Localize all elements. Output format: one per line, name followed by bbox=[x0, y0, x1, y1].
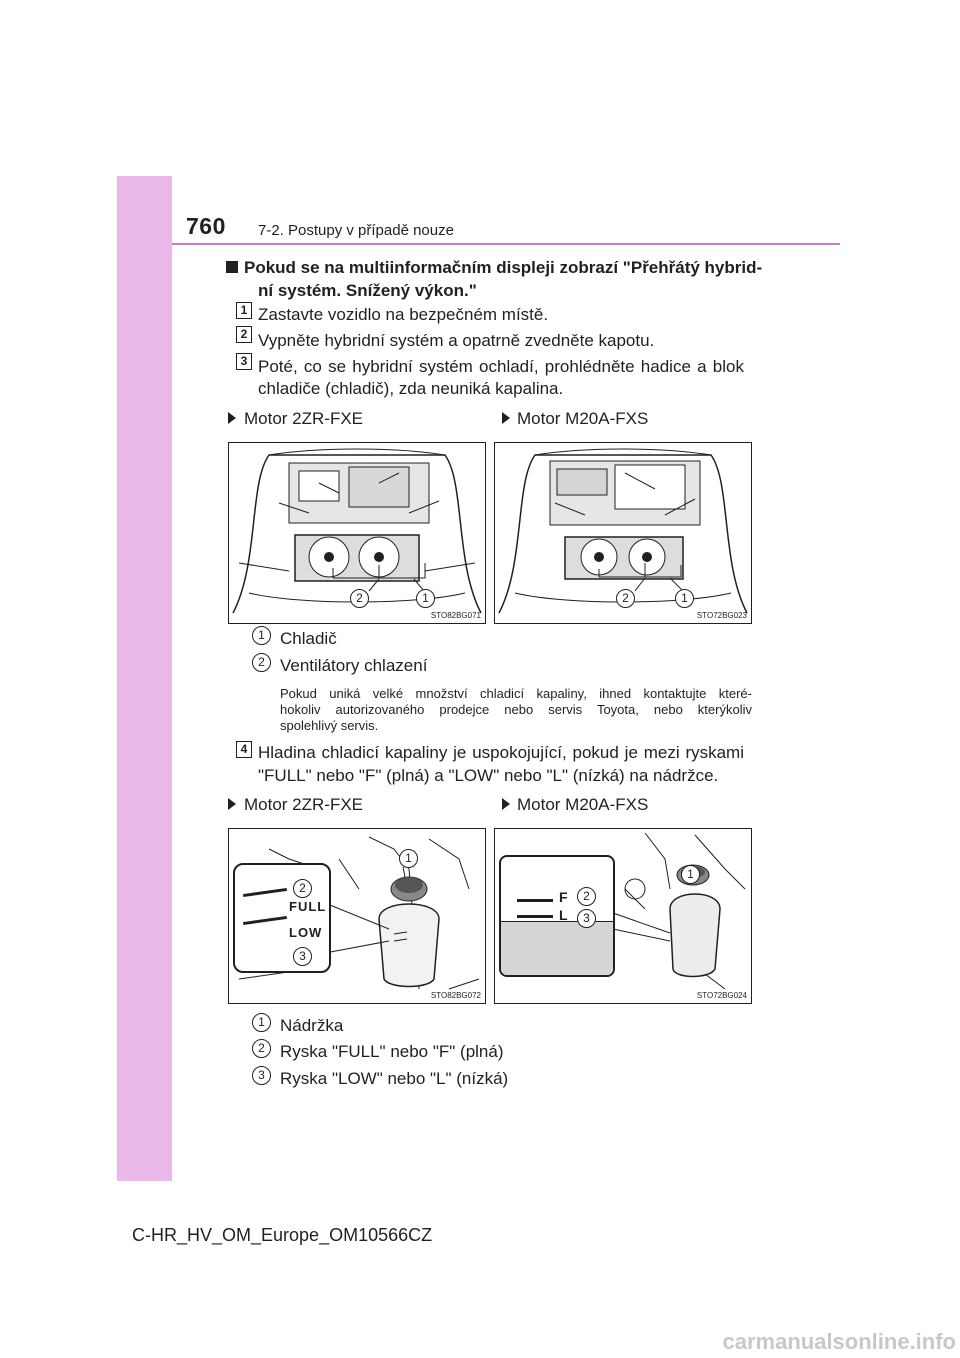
engine-bay-m20a-figure bbox=[494, 442, 752, 624]
step-2-text: Vypněte hybridní systém a opatrně zvedněte kapotu. bbox=[258, 331, 655, 350]
engine-bay-2zr-figure bbox=[228, 442, 486, 624]
legend-number-1: 1 bbox=[252, 626, 271, 645]
legend-number-2: 2 bbox=[252, 653, 271, 672]
section-title: 7-2. Postupy v případě nouze bbox=[258, 222, 454, 239]
legend-number-1: 1 bbox=[252, 1013, 271, 1032]
heading-bullet bbox=[226, 261, 238, 273]
step-3-line1: Poté, co se hybridní systém ochladí, prohlédněte hadice a blok bbox=[258, 357, 744, 376]
f-line bbox=[517, 899, 553, 902]
chapter-sidebar bbox=[117, 176, 172, 1181]
step-number-4: 4 bbox=[236, 741, 252, 758]
coolant-tank-m20a-figure bbox=[494, 828, 752, 1004]
l-line bbox=[517, 915, 553, 918]
low-line bbox=[243, 916, 287, 925]
callout-2: 2 bbox=[616, 589, 635, 608]
header-rule bbox=[172, 243, 840, 245]
legend-number-2: 2 bbox=[252, 1039, 271, 1058]
watermark-text: carmanualsonline.info bbox=[722, 1329, 956, 1354]
callout-1: 1 bbox=[399, 849, 418, 868]
tank-marks-inset bbox=[233, 863, 331, 973]
step-number-3: 3 bbox=[236, 353, 252, 370]
fig-bottom-right-label: Motor M20A-FXS bbox=[517, 795, 649, 814]
watermark-logo[interactable] bbox=[634, 1323, 960, 1358]
legend-chladic: Chladič bbox=[280, 629, 337, 648]
tank-marks-inset bbox=[499, 855, 615, 977]
coolant-tank-2zr-figure bbox=[228, 828, 486, 1004]
fig-top-left-label: Motor 2ZR-FXE bbox=[244, 409, 364, 428]
note-line3: spolehlivý servis. bbox=[280, 718, 379, 733]
callout-1: 1 bbox=[675, 589, 694, 608]
figure-label-marker bbox=[502, 798, 510, 810]
legend-low-mark: Ryska "LOW" nebo "L" (nízká) bbox=[280, 1069, 509, 1088]
note-line2: hokoliv autorizovaného prodejce nebo servis Toyota, nebo kterýkoliv bbox=[280, 702, 752, 717]
note-line1: Pokud uniká velké množství chladicí kapaliny, ihned kontaktujte které- bbox=[280, 686, 752, 701]
legend-ventilatory: Ventilátory chlazení bbox=[280, 656, 428, 675]
legend-nadrzka: Nádržka bbox=[280, 1016, 344, 1035]
figure-code: STO72BG024 bbox=[696, 991, 747, 1000]
callout-1: 1 bbox=[681, 865, 700, 884]
figure-code: STO82BG071 bbox=[430, 611, 481, 620]
page-number: 760 bbox=[186, 213, 226, 239]
figure-label-marker bbox=[502, 412, 510, 424]
figure-code: STO82BG072 bbox=[430, 991, 481, 1000]
step-number-2: 2 bbox=[236, 326, 252, 343]
low-mark: LOW bbox=[289, 925, 323, 940]
callout-1: 1 bbox=[416, 589, 435, 608]
document-id: C-HR_HV_OM_Europe_OM10566CZ bbox=[132, 1225, 433, 1245]
heading-line1: Pokud se na multiinformačním displeji zobrazí "Přehřátý hybrid- bbox=[244, 258, 763, 277]
step-4-line1: Hladina chladicí kapaliny je uspokojující, pokud je mezi ryskami bbox=[258, 743, 744, 762]
legend-number-3: 3 bbox=[252, 1066, 271, 1085]
l-mark: L bbox=[559, 907, 568, 923]
step-number-1: 1 bbox=[236, 302, 252, 319]
fig-top-right-label: Motor M20A-FXS bbox=[517, 409, 649, 428]
step-3-line2: chladiče (chladič), zda neuniká kapalina. bbox=[258, 379, 564, 398]
f-mark: F bbox=[559, 889, 568, 905]
full-mark: FULL bbox=[289, 899, 327, 914]
figure-label-marker bbox=[228, 798, 236, 810]
figure-label-marker bbox=[228, 412, 236, 424]
callout-2: 2 bbox=[577, 887, 596, 906]
callout-3: 3 bbox=[577, 909, 596, 928]
heading-line2: ní systém. Snížený výkon." bbox=[258, 281, 477, 300]
fig-bottom-left-label: Motor 2ZR-FXE bbox=[244, 795, 364, 814]
callout-2: 2 bbox=[350, 589, 369, 608]
tank-body bbox=[501, 921, 613, 976]
warning-note bbox=[280, 686, 752, 734]
legend-full-mark: Ryska "FULL" nebo "F" (plná) bbox=[280, 1042, 504, 1061]
step-4-line2: "FULL" nebo "F" (plná) a "LOW" nebo "L" (nízká) na nádržce. bbox=[258, 766, 719, 785]
step-1-text: Zastavte vozidlo na bezpečném místě. bbox=[258, 305, 549, 324]
full-line bbox=[243, 888, 287, 897]
callout-3: 3 bbox=[293, 947, 312, 966]
callout-2: 2 bbox=[293, 879, 312, 898]
figure-code: STO72BG023 bbox=[696, 611, 747, 620]
